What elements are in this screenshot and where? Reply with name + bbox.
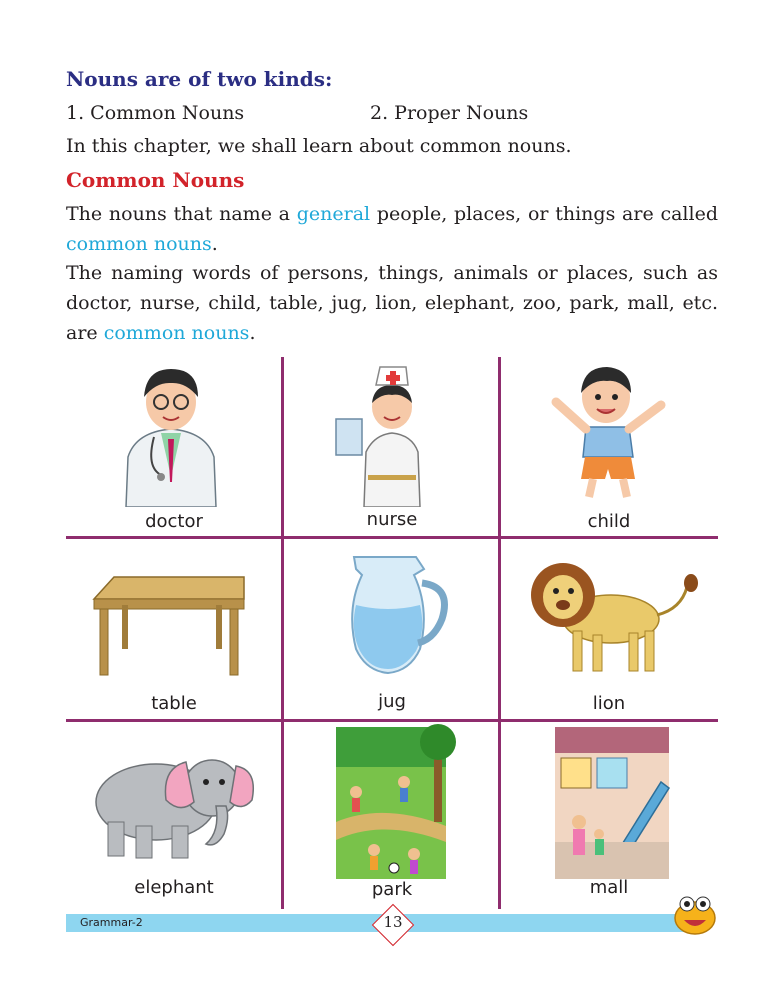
cell-table — [66, 539, 282, 719]
kind-common: 1. Common Nouns — [66, 102, 245, 124]
cell-label: lion — [592, 693, 626, 714]
highlight-common-nouns: common nouns — [66, 233, 212, 255]
cell-label: doctor — [145, 511, 203, 532]
kind-proper: 2. Proper Nouns — [370, 102, 529, 124]
noun-picture-grid — [66, 357, 718, 907]
cell-lion — [501, 539, 717, 719]
mall-illustration — [501, 722, 717, 882]
park-illustration — [284, 722, 498, 882]
mascot-icon — [670, 892, 720, 936]
cell-elephant — [66, 722, 282, 902]
cell-mall — [501, 722, 717, 902]
highlight-common-nouns-2: common nouns — [103, 322, 250, 344]
intro-text: In this chapter, we shall learn about common nouns. — [66, 135, 572, 157]
cell-jug — [284, 539, 500, 719]
heading-kinds: Nouns are of two kinds: — [66, 67, 333, 91]
lion-illustration — [501, 539, 717, 689]
elephant-illustration — [66, 722, 282, 872]
definition-paragraph: The nouns that name a general people, places, or things are called common nouns. — [66, 203, 718, 255]
cell-label: table — [151, 693, 197, 714]
examples-paragraph: The naming words of persons, things, animals or places, such as doctor, nurse, child, table, jug, lion, elephant, zoo, park, mall, etc. are common nouns. — [66, 262, 718, 344]
heading-common-nouns: Common Nouns — [66, 168, 245, 192]
cell-label: jug — [378, 691, 406, 712]
cell-label: mall — [589, 877, 629, 898]
footer-book-title: Grammar-2 — [80, 916, 143, 929]
page-number: 13 — [383, 913, 403, 931]
nurse-illustration — [284, 357, 498, 507]
child-illustration — [501, 357, 717, 507]
cell-doctor — [66, 357, 282, 537]
table-illustration — [66, 539, 282, 689]
cell-label: park — [371, 879, 413, 900]
cell-park — [284, 722, 500, 902]
cell-label: elephant — [134, 877, 214, 898]
cell-nurse — [284, 357, 500, 537]
highlight-general: general — [296, 203, 371, 225]
doctor-illustration — [66, 357, 282, 507]
cell-label: child — [587, 511, 631, 532]
jug-illustration — [284, 539, 498, 689]
cell-label: nurse — [366, 509, 418, 530]
cell-child — [501, 357, 717, 537]
